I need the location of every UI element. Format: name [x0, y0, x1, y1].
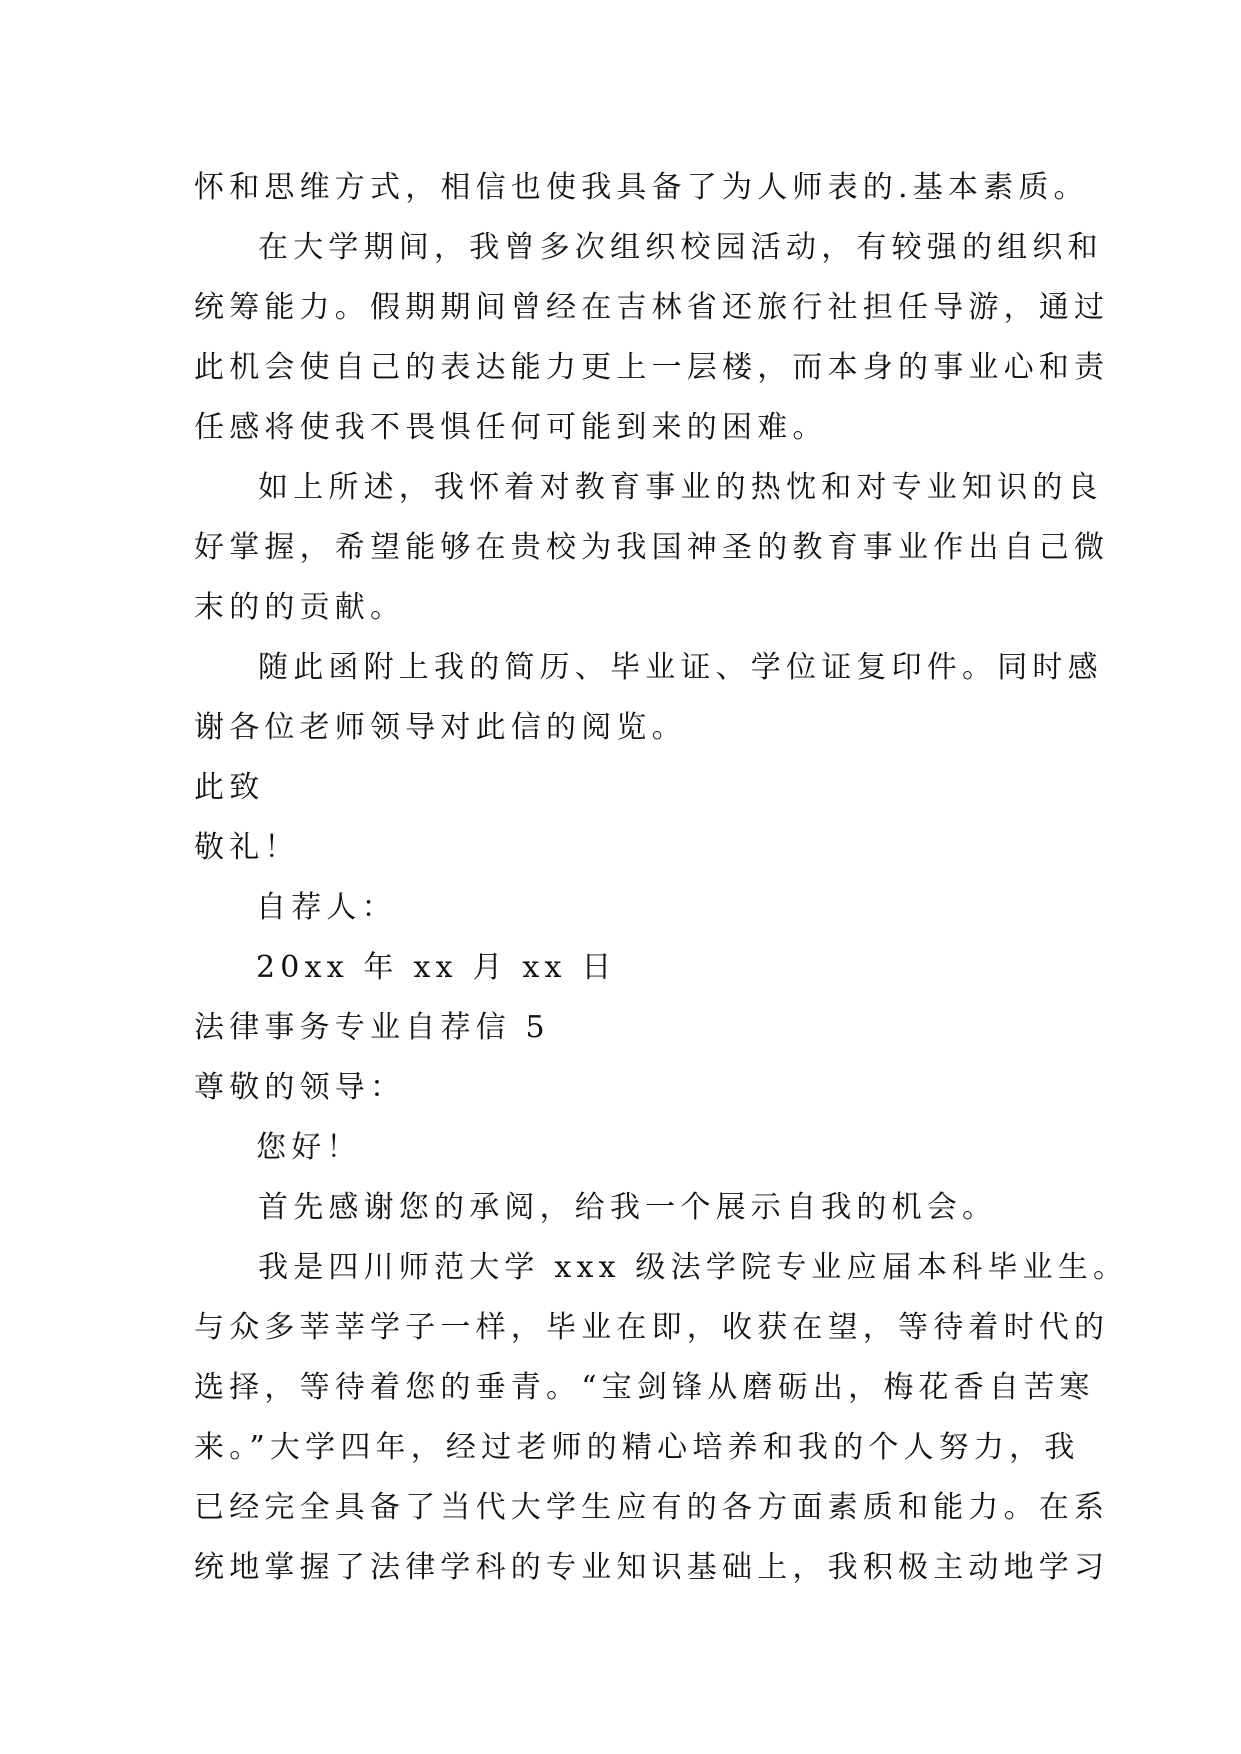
closing-salutation: 此致: [194, 770, 265, 805]
paragraph-line: 我是四川师范大学 xxx 级法学院专业应届本科毕业生。: [258, 1250, 1129, 1285]
paragraph-line: 已经完全具备了当代大学生应有的各方面素质和能力。在系: [194, 1490, 1110, 1525]
signature-label: 自荐人：: [256, 890, 397, 925]
paragraph-line: 好掌握，希望能够在贵校为我国神圣的教育事业作出自己微: [194, 530, 1110, 565]
paragraph-line: 怀和思维方式，相信也使我具备了为人师表的.基本素质。: [194, 170, 1089, 205]
letter-body: [194, 158, 1129, 1598]
paragraph-line: 选择，等待着您的垂青。“宝剑锋从磨砺出，梅花香自苦寒: [194, 1370, 1095, 1405]
paragraph-line: 如上所述，我怀着对教育事业的热忱和对专业知识的良: [258, 470, 1103, 505]
paragraph-line: 首先感谢您的承阅，给我一个展示自我的机会。: [258, 1190, 998, 1225]
greeting-recipient: 尊敬的领导：: [194, 1070, 406, 1105]
paragraph-line: 此机会使自己的表达能力更上一层楼，而本身的事业心和责: [194, 350, 1110, 385]
section-title: 法律事务专业自荐信 5: [194, 1010, 550, 1045]
closing-regards: 敬礼！: [194, 830, 300, 865]
paragraph-line: 谢各位老师领导对此信的阅览。: [194, 710, 687, 745]
greeting-hello: 您好！: [256, 1130, 362, 1165]
paragraph-line: 与众多莘莘学子一样，毕业在即，收获在望，等待着时代的: [194, 1310, 1110, 1345]
paragraph-line: 统地掌握了法律学科的专业知识基础上，我积极主动地学习: [194, 1550, 1110, 1585]
signature-date: 20xx 年 xx 月 xx 日: [256, 950, 617, 985]
paragraph-line: 在大学期间，我曾多次组织校园活动，有较强的组织和: [258, 230, 1103, 265]
paragraph-line: 来。”大学四年，经过老师的精心培养和我的个人努力，我: [194, 1430, 1080, 1465]
paragraph-line: 统筹能力。假期期间曾经在吉林省还旅行社担任导游，通过: [194, 290, 1110, 325]
paragraph-line: 随此函附上我的简历、毕业证、学位证复印件。同时感: [258, 650, 1103, 685]
paragraph-line: 末的的贡献。: [194, 590, 406, 625]
paragraph-line: 任感将使我不畏惧任何可能到来的困难。: [194, 410, 828, 445]
